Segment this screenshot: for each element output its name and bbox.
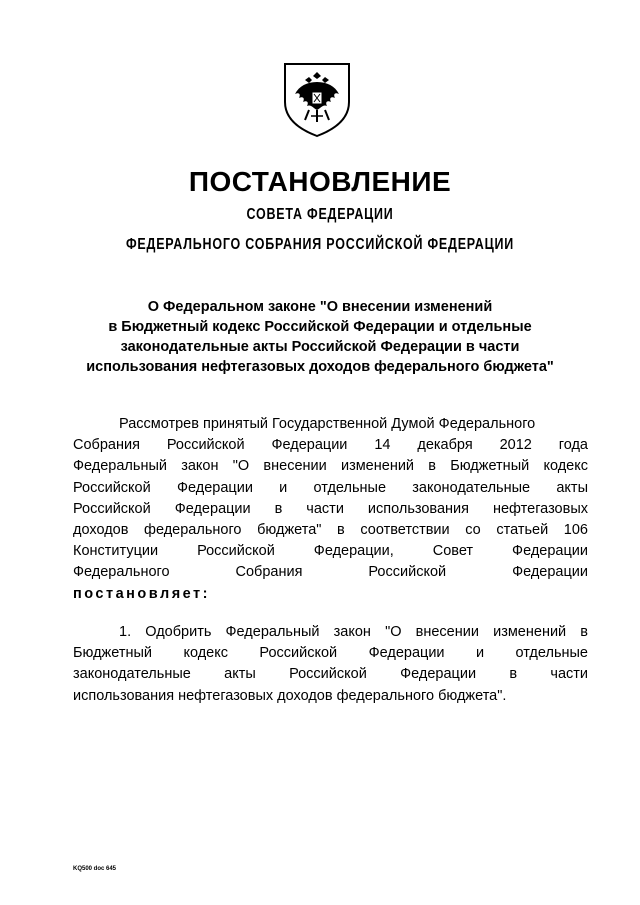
preamble-paragraph <box>73 414 588 605</box>
paragraph-line: Российской Федерации и отдельные законодательные акты <box>73 479 588 496</box>
heading-line: О Федеральном законе "О внесении изменений <box>147 299 493 315</box>
paragraph-line: использования нефтегазовых доходов федерального бюджета". <box>73 687 507 704</box>
russian-coat-of-arms-icon <box>277 58 357 138</box>
paragraph-line: законодательные акты Российской Федерации в части <box>73 666 588 683</box>
issuer-line-1: СОВЕТА ФЕДЕРАЦИИ <box>246 206 394 223</box>
paragraph-line: Российской Федерации в части использования нефтегазовых <box>73 500 588 517</box>
issuer-line-2: ФЕДЕРАЛЬНОГО СОБРАНИЯ РОССИЙСКОЙ ФЕДЕРАЦИИ <box>125 236 515 253</box>
paragraph-line: Бюджетный кодекс Российской Федерации и отдельные <box>73 645 588 662</box>
heading-line: использования нефтегазовых доходов федерального бюджета" <box>86 359 554 375</box>
paragraph-line: 1. Одобрить Федеральный закон "О внесении изменений в <box>119 624 588 640</box>
document-title: ПОСТАНОВЛЕНИЕ <box>188 166 452 197</box>
paragraph-line: Конституции Российской Федерации, Совет Федерации <box>73 543 588 560</box>
heading-line: в Бюджетный кодекс Российской Федерации и отдельные <box>108 319 532 335</box>
document-code: KQ500 doc 645 <box>73 866 117 872</box>
paragraph-line: Федеральный закон "О внесении изменений в Бюджетный кодекс <box>73 458 588 475</box>
document-heading <box>70 297 570 377</box>
heading-line: законодательные акты Российской Федерации в части <box>120 339 520 355</box>
paragraph-line: доходов федерального бюджета" в соответствии со статьей 106 <box>73 522 588 539</box>
decision-word: постановляет: <box>73 585 210 602</box>
paragraph-line: Федерального Собрания Российской Федерации <box>73 564 588 581</box>
paragraph-line: Собрания Российской Федерации 14 декабря 2012 года <box>73 437 588 454</box>
resolution-item-1 <box>73 622 588 707</box>
paragraph-line: Рассмотрев принятый Государственной Думой Федерального <box>119 416 536 432</box>
